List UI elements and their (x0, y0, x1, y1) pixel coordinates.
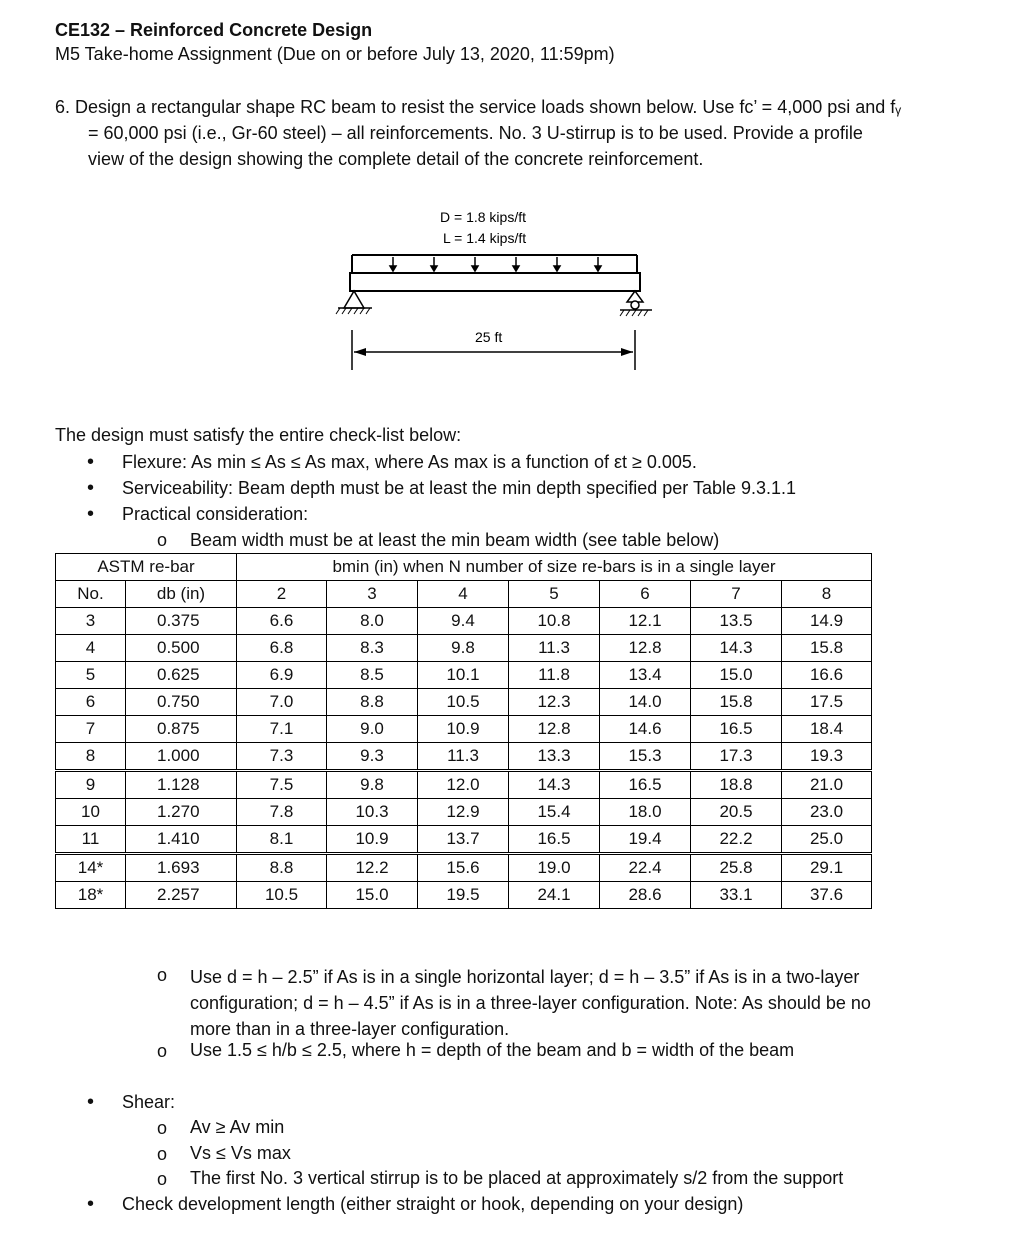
bmin-cell: 21.0 (782, 771, 872, 799)
bar-number-cell: 5 (56, 662, 126, 689)
bar-diameter-cell: 0.875 (126, 716, 237, 743)
bmin-cell: 11.3 (509, 635, 600, 662)
bar-diameter-cell: 1.000 (126, 743, 237, 771)
flexure-item: Flexure: As min ≤ As ≤ As max, where As max is a function of εt ≥ 0.005. (122, 452, 697, 472)
bmin-cell: 17.5 (782, 689, 872, 716)
bmin-cell: 37.6 (782, 882, 872, 909)
bmin-cell: 22.4 (600, 854, 691, 882)
bar-number-cell: 10 (56, 799, 126, 826)
table-row (56, 743, 872, 771)
table-row (56, 635, 872, 662)
bar-diameter-cell: 0.500 (126, 635, 237, 662)
problem-line-2: = 60,000 psi (i.e., Gr-60 steel) – all reinforcements. No. 3 U-stirrup is to be used. Provide a profile (88, 123, 863, 143)
col-no-header: No. (56, 581, 126, 608)
beam-width-item: Beam width must be at least the min beam width (see table below) (190, 530, 720, 550)
effective-depth-item (190, 964, 871, 1042)
bmin-cell: 6.8 (237, 635, 327, 662)
bar-diameter-cell: 2.257 (126, 882, 237, 909)
bar-diameter-cell: 1.270 (126, 799, 237, 826)
practical-item: Practical consideration: (122, 504, 309, 524)
bmin-cell: 29.1 (782, 854, 872, 882)
col-n-header: 3 (327, 581, 418, 608)
bmin-cell: 13.7 (418, 826, 509, 854)
col-n-header: 8 (782, 581, 872, 608)
bmin-cell: 10.9 (327, 826, 418, 854)
bmin-cell: 12.8 (509, 716, 600, 743)
bmin-cell: 10.3 (327, 799, 418, 826)
distributed-load (352, 255, 637, 272)
bmin-cell: 8.0 (327, 608, 418, 635)
bmin-cell: 15.8 (782, 635, 872, 662)
bar-diameter-cell: 0.375 (126, 608, 237, 635)
bar-number-cell: 8 (56, 743, 126, 771)
bmin-cell: 11.3 (418, 743, 509, 771)
bmin-cell: 14.3 (509, 771, 600, 799)
table-row (56, 716, 872, 743)
pin-support (336, 291, 372, 314)
circle-bullet-icon: o (157, 1144, 168, 1164)
bmin-cell: 11.8 (509, 662, 600, 689)
checklist-intro: The design must satisfy the entire check-list below: (55, 425, 462, 445)
problem-line-1: 6. Design a rectangular shape RC beam to resist the service loads shown below. Use fᴄ’ = 4,000 psi and fᵧ (55, 97, 902, 117)
bmin-cell: 23.0 (782, 799, 872, 826)
bmin-cell: 13.3 (509, 743, 600, 771)
table-row (56, 826, 872, 854)
bmin-cell: 10.9 (418, 716, 509, 743)
bmin-cell: 25.0 (782, 826, 872, 854)
bmin-cell: 10.5 (418, 689, 509, 716)
circle-bullet-icon: o (157, 530, 168, 550)
bar-number-cell: 6 (56, 689, 126, 716)
table-row (56, 662, 872, 689)
bar-diameter-cell: 0.750 (126, 689, 237, 716)
bmin-cell: 14.3 (691, 635, 782, 662)
table-row (56, 854, 872, 882)
bmin-cell: 18.0 (600, 799, 691, 826)
bmin-cell: 24.1 (509, 882, 600, 909)
col-n-header: 5 (509, 581, 600, 608)
bmin-cell: 8.8 (327, 689, 418, 716)
bmin-cell: 8.3 (327, 635, 418, 662)
bmin-cell: 16.6 (782, 662, 872, 689)
effective-depth-line-2: configuration; d = h – 4.5” if As is in a three-layer configuration. Note: As should be no (190, 993, 871, 1013)
bullet-icon: • (87, 503, 95, 525)
bmin-header: bmin (in) when N number of size re-bars is in a single layer (237, 554, 872, 581)
table-row (56, 689, 872, 716)
bmin-cell: 15.0 (691, 662, 782, 689)
bmin-cell: 8.8 (237, 854, 327, 882)
dead-load-label: D = 1.8 kips/ft (440, 209, 526, 225)
bmin-cell: 8.1 (237, 826, 327, 854)
bullet-icon: • (87, 477, 95, 499)
ratio-item: Use 1.5 ≤ h/b ≤ 2.5, where h = depth of the beam and b = width of the beam (190, 1040, 795, 1060)
problem-statement (55, 94, 955, 172)
bmin-cell: 17.3 (691, 743, 782, 771)
bmin-cell: 14.9 (782, 608, 872, 635)
circle-bullet-icon: o (157, 965, 168, 985)
bullet-icon: • (87, 1193, 95, 1215)
bmin-cell: 33.1 (691, 882, 782, 909)
bmin-cell: 15.8 (691, 689, 782, 716)
col-n-header: 2 (237, 581, 327, 608)
bmin-cell: 18.8 (691, 771, 782, 799)
circle-bullet-icon: o (157, 1118, 168, 1138)
roller-support (620, 291, 652, 316)
development-item: Check development length (either straight or hook, depending on your design) (122, 1194, 744, 1214)
bar-number-cell: 4 (56, 635, 126, 662)
table-row (56, 799, 872, 826)
bmin-cell: 16.5 (509, 826, 600, 854)
span-label: 25 ft (475, 329, 503, 345)
bmin-cell: 19.4 (600, 826, 691, 854)
table-row (56, 882, 872, 909)
shear-item: Shear: (122, 1092, 176, 1112)
shear-av-item: Av ≥ Av min (190, 1117, 285, 1137)
bmin-cell: 9.8 (418, 635, 509, 662)
bmin-cell: 16.5 (691, 716, 782, 743)
bmin-cell: 14.6 (600, 716, 691, 743)
bar-number-cell: 9 (56, 771, 126, 799)
bmin-cell: 10.1 (418, 662, 509, 689)
bmin-cell: 7.1 (237, 716, 327, 743)
bmin-cell: 15.4 (509, 799, 600, 826)
bar-diameter-cell: 0.625 (126, 662, 237, 689)
bar-number-cell: 11 (56, 826, 126, 854)
bmin-cell: 22.2 (691, 826, 782, 854)
bar-number-cell: 7 (56, 716, 126, 743)
bmin-cell: 7.8 (237, 799, 327, 826)
bmin-cell: 15.3 (600, 743, 691, 771)
bmin-cell: 8.5 (327, 662, 418, 689)
effective-depth-line-1: Use d = h – 2.5” if As is in a single horizontal layer; d = h – 3.5” if As is in a two-layer (190, 967, 860, 987)
table-row (56, 771, 872, 799)
shear-vs-item: Vs ≤ Vs max (190, 1143, 291, 1163)
bmin-cell: 6.6 (237, 608, 327, 635)
bar-diameter-cell: 1.410 (126, 826, 237, 854)
bmin-cell: 18.4 (782, 716, 872, 743)
bmin-cell: 9.0 (327, 716, 418, 743)
bmin-cell: 12.3 (509, 689, 600, 716)
circle-bullet-icon: o (157, 1041, 168, 1061)
bmin-cell: 25.8 (691, 854, 782, 882)
bmin-cell: 19.3 (782, 743, 872, 771)
bmin-cell: 15.6 (418, 854, 509, 882)
astm-header: ASTM re-bar (56, 554, 237, 581)
bullet-icon: • (87, 1091, 95, 1113)
bar-number-cell: 3 (56, 608, 126, 635)
circle-bullet-icon: o (157, 1169, 168, 1189)
bmin-cell: 7.0 (237, 689, 327, 716)
bmin-cell: 19.0 (509, 854, 600, 882)
bar-number-cell: 14* (56, 854, 126, 882)
bmin-cell: 12.1 (600, 608, 691, 635)
col-n-header: 4 (418, 581, 509, 608)
bar-diameter-cell: 1.693 (126, 854, 237, 882)
bmin-cell: 12.8 (600, 635, 691, 662)
bmin-cell: 10.8 (509, 608, 600, 635)
bar-number-cell: 18* (56, 882, 126, 909)
live-load-label: L = 1.4 kips/ft (443, 230, 527, 246)
bmin-cell: 12.2 (327, 854, 418, 882)
bmin-cell: 14.0 (600, 689, 691, 716)
course-title: CE132 – Reinforced Concrete Design (55, 20, 373, 40)
beam (350, 273, 640, 291)
serviceability-item: Serviceability: Beam depth must be at least the min depth specified per Table 9.3.1.1 (122, 478, 797, 498)
effective-depth-line-3: more than in a three-layer configuration. (190, 1019, 510, 1039)
assignment-title: M5 Take-home Assignment (Due on or before July 13, 2020, 11:59pm) (55, 44, 615, 64)
bmin-cell: 10.5 (237, 882, 327, 909)
bmin-cell: 20.5 (691, 799, 782, 826)
bmin-table (55, 553, 872, 909)
bmin-cell: 19.5 (418, 882, 509, 909)
table-row (56, 608, 872, 635)
bmin-cell: 12.9 (418, 799, 509, 826)
bmin-cell: 16.5 (600, 771, 691, 799)
bar-diameter-cell: 1.128 (126, 771, 237, 799)
beam-diagram (330, 200, 670, 380)
bmin-cell: 7.3 (237, 743, 327, 771)
bmin-cell: 9.3 (327, 743, 418, 771)
bmin-cell: 13.4 (600, 662, 691, 689)
bmin-cell: 12.0 (418, 771, 509, 799)
bmin-cell: 6.9 (237, 662, 327, 689)
bmin-cell: 9.8 (327, 771, 418, 799)
bmin-cell: 15.0 (327, 882, 418, 909)
bmin-cell: 13.5 (691, 608, 782, 635)
problem-line-3: view of the design showing the complete detail of the concrete reinforcement. (88, 149, 704, 169)
bullet-icon: • (87, 451, 95, 473)
bmin-cell: 7.5 (237, 771, 327, 799)
bmin-cell: 9.4 (418, 608, 509, 635)
col-db-header: db (in) (126, 581, 237, 608)
col-n-header: 6 (600, 581, 691, 608)
bmin-cell: 28.6 (600, 882, 691, 909)
stirrup-item: The first No. 3 vertical stirrup is to be placed at approximately s/2 from the support (190, 1168, 844, 1188)
col-n-header: 7 (691, 581, 782, 608)
